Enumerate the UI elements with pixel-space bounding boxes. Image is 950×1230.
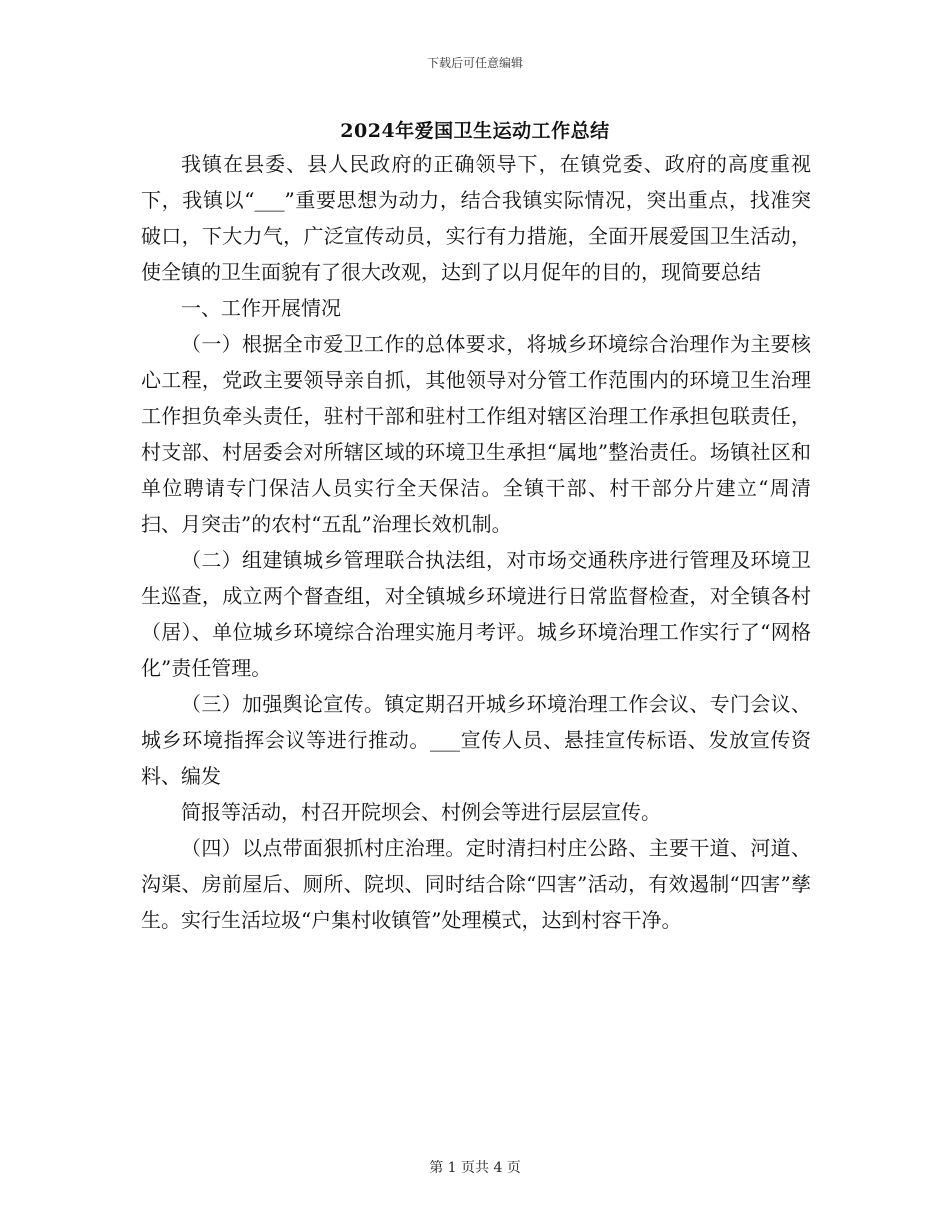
paragraph-item-1: （一）根据全市爱卫工作的总体要求，将城乡环境综合治理作为主要核心工程，党政主要领导亲自抓，其他领导对分管工作范围内的环境卫生治理工作担负牵头责任，驻村干部和驻村工作组对辖区治理工作承担包联责任，村支部、村居委会对所辖区域的环境卫生承担“属地”整治责任。场镇社区和单位聘请专门保洁人员实行全天保洁。全镇干部、村干部分片建立“周清扫、月突击”的农村“五乱”治理长效机制。 <box>141 332 811 536</box>
paragraph-intro: 我镇在县委、县人民政府的正确领导下，在镇党委、政府的高度重视下，我镇以“___”重要思想为动力，结合我镇实际情况，突出重点，找准突破口，下大力气，广泛宣传动员，实行有力措施，全面开展爱国卫生活动，使全镇的卫生面貌有了很大改观，达到了以月促年的目的，现简要总结 <box>141 152 811 284</box>
page-number: 第 1 页共 4 页 <box>429 1160 521 1176</box>
page-header-note: 下载后可任意编辑 <box>426 56 523 70</box>
document-body <box>141 146 811 938</box>
paragraph-item-2: （二）组建镇城乡管理联合执法组，对市场交通秩序进行管理及环境卫生巡查，成立两个督查组，对全镇城乡环境进行日常监督检查，对全镇各村（居）、单位城乡环境综合治理实施月考评。城乡环境治理工作实行了“网格化”责任管理。 <box>141 548 811 680</box>
paragraph-item-3: （三）加强舆论宣传。镇定期召开城乡环境治理工作会议、专门会议、城乡环境指挥会议等进行推动。___宣传人员、悬挂宣传标语、发放宣传资料、编发 <box>141 692 811 788</box>
paragraph-item-3-continued: 简报等活动，村召开院坝会、村例会等进行层层宣传。 <box>181 800 661 824</box>
paragraph-item-4: （四）以点带面狠抓村庄治理。定时清扫村庄公路、主要干道、河道、沟渠、房前屋后、厕所、院坝、同时结合除“四害”活动，有效遏制“四害”孳生。实行生活垃圾“户集村收镇管”处理模式，达到村容干净。 <box>141 836 811 932</box>
document-title: 2024年爱国卫生运动工作总结 <box>340 120 610 142</box>
section-heading: 一、工作开展情况 <box>181 296 341 320</box>
